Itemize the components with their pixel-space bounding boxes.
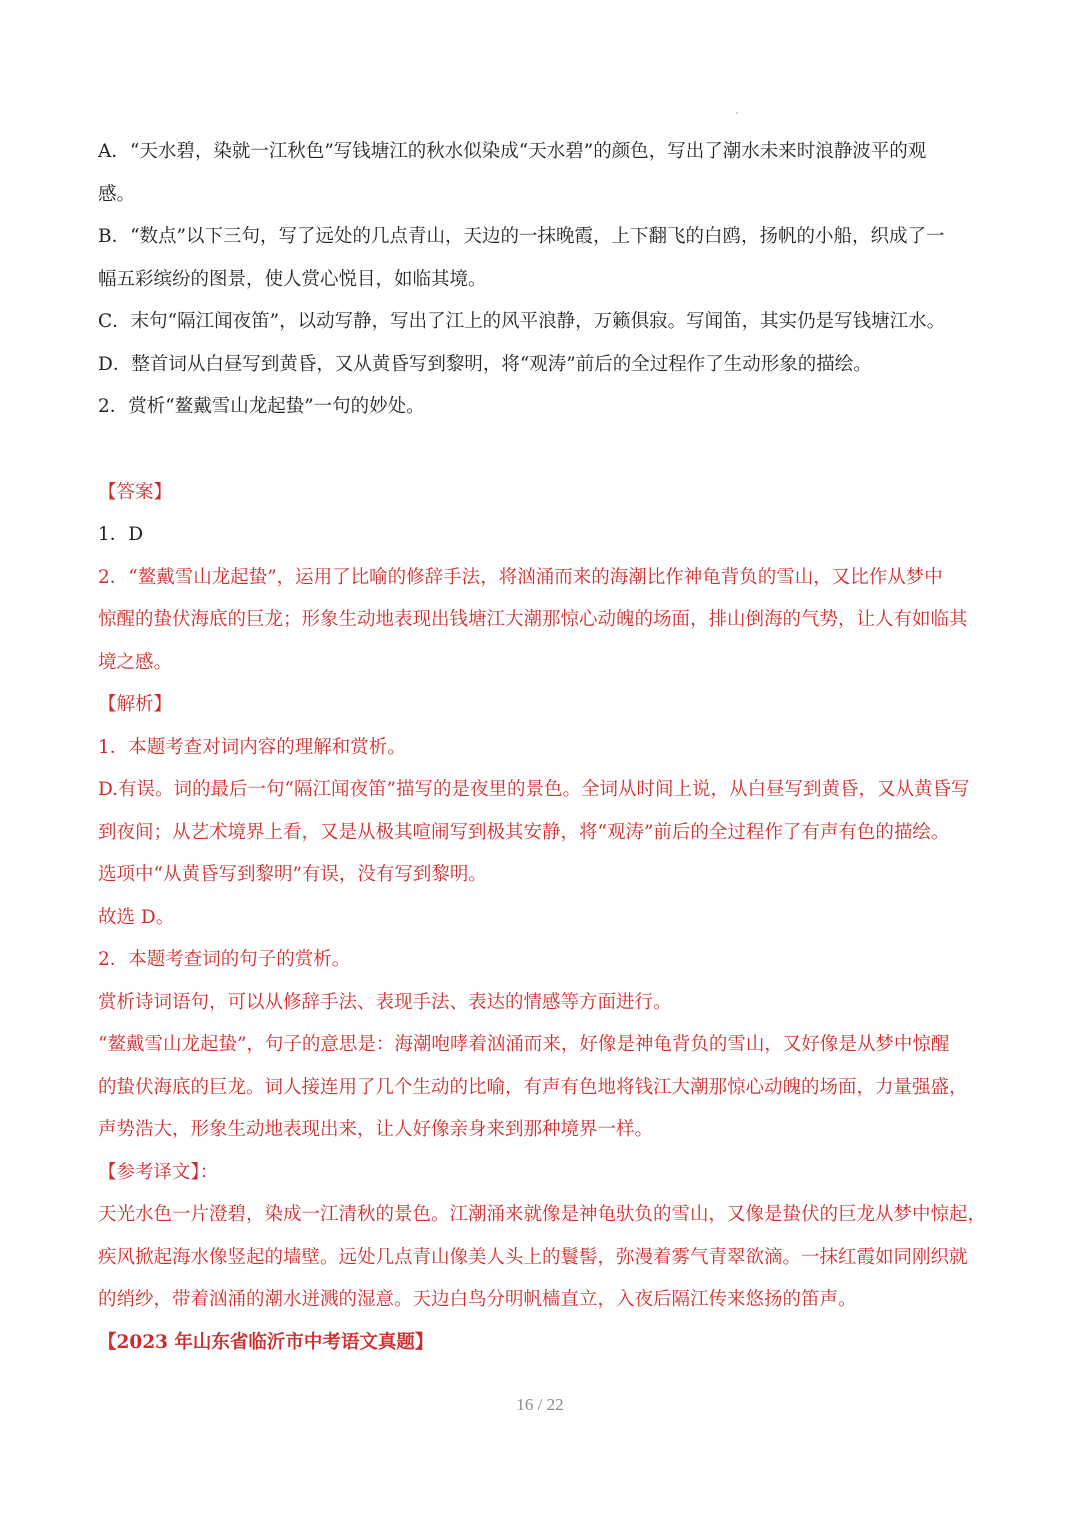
option-d-line-1: D．整首词从白昼写到黄昏，又从黄昏写到黎明，将“观涛”前后的全过程作了生动形象的描绘。 [98, 353, 872, 375]
analysis-p1: 1．本题考查对词内容的理解和赏析。 [98, 736, 406, 758]
analysis-p2-line-1: D.有误。词的最后一句“隔江闻夜笛”描写的是夜里的景色。全词从时间上说，从白昼写到黄昏，又从黄昏写 [98, 779, 970, 800]
answer-2-line-1: 2．“鳌戴雪山龙起蛰”，运用了比喻的修辞手法，将汹涌而来的海潮比作神龟背负的雪山，又比作从梦中 [98, 566, 943, 588]
question-2: 2．赏析“鳌戴雪山龙起蛰”一句的妙处。 [98, 396, 425, 417]
analysis-p3: 故选 D。 [98, 906, 175, 928]
option-c-line-1: C．末句“隔江闻夜笛”，以动写静，写出了江上的风平浪静，万籁俱寂。写闻笛，其实仍是写钱塘江水。 [98, 311, 946, 332]
analysis-p6-line-3: 声势浩大，形象生动地表现出来，让人好像亲身来到那种境界一样。 [98, 1119, 654, 1140]
translation-line-3: 的绡纱，带着汹涌的潮水迸溅的湿意。天边白鸟分明帆樯直立，入夜后隔江传来悠扬的笛声。 [98, 1289, 857, 1310]
page-number: 16 / 22 [516, 1395, 564, 1414]
option-b-line-1: B．“数点”以下三句，写了远处的几点青山，天边的一抹晚霞，上下翻飞的白鸥，扬帆的小船，织成了一 [98, 226, 945, 247]
option-a-line-2: 感。 [98, 183, 136, 205]
analysis-p4: 2．本题考查词的句子的赏析。 [98, 949, 351, 970]
analysis-p2-line-2: 到夜间；从艺术境界上看，又是从极其喧闹写到极其安静，将“观涛”前后的全过程作了有声有色的描绘。 [98, 821, 950, 843]
translation-line-2: 疾风掀起海水像竖起的墙壁。远处几点青山像美人头上的鬟髻，弥漫着雾气青翠欲滴。一抹红霞如同刚织就 [98, 1246, 968, 1268]
section-gap [98, 429, 998, 472]
analysis-p5: 赏析诗词语句，可以从修辞手法、表现手法、表达的情感等方面进行。 [98, 991, 672, 1013]
answer-1: 1．D [98, 524, 144, 545]
analysis-p6-line-1: “鳌戴雪山龙起蛰”，句子的意思是：海潮咆哮着汹涌而来，好像是神龟背负的雪山，又好像是从梦中惊醒 [98, 1034, 950, 1055]
analysis-p6-line-2: 的蛰伏海底的巨龙。词人接连用了几个生动的比喻，有声有色地将钱江大潮那惊心动魄的场面，力量强盛， [98, 1076, 968, 1098]
answer-2-line-2: 惊醒的蛰伏海底的巨龙；形象生动地表现出钱塘江大潮那惊心动魄的场面，排山倒海的气势，让人有如临其 [98, 609, 968, 630]
page-content [98, 131, 998, 1364]
answer-heading: 【答案】 [98, 481, 173, 503]
analysis-heading: 【解析】 [98, 694, 173, 715]
scan-dot-mark [736, 112, 738, 114]
analysis-p2-line-3: 选项中“从黄昏写到黎明”有误，没有写到黎明。 [98, 864, 487, 885]
translation-line-1: 天光水色一片澄碧，染成一江清秋的景色。江潮涌来就像是神龟驮负的雪山，又像是蛰伏的巨龙从梦中惊起， [98, 1204, 987, 1225]
option-a-line-1: A．“天水碧，染就一江秋色”写钱塘江的秋水似染成“天水碧”的颜色，写出了潮水未来时浪静波平的观 [98, 141, 927, 162]
translation-heading: 【参考译文】： [98, 1161, 219, 1183]
option-b-line-2: 幅五彩缤纷的图景，使人赏心悦目，如临其境。 [98, 268, 487, 290]
answer-2-line-3: 境之感。 [98, 651, 173, 673]
next-section-title: 【2023 年山东省临沂市中考语文真题】 [98, 1331, 434, 1353]
